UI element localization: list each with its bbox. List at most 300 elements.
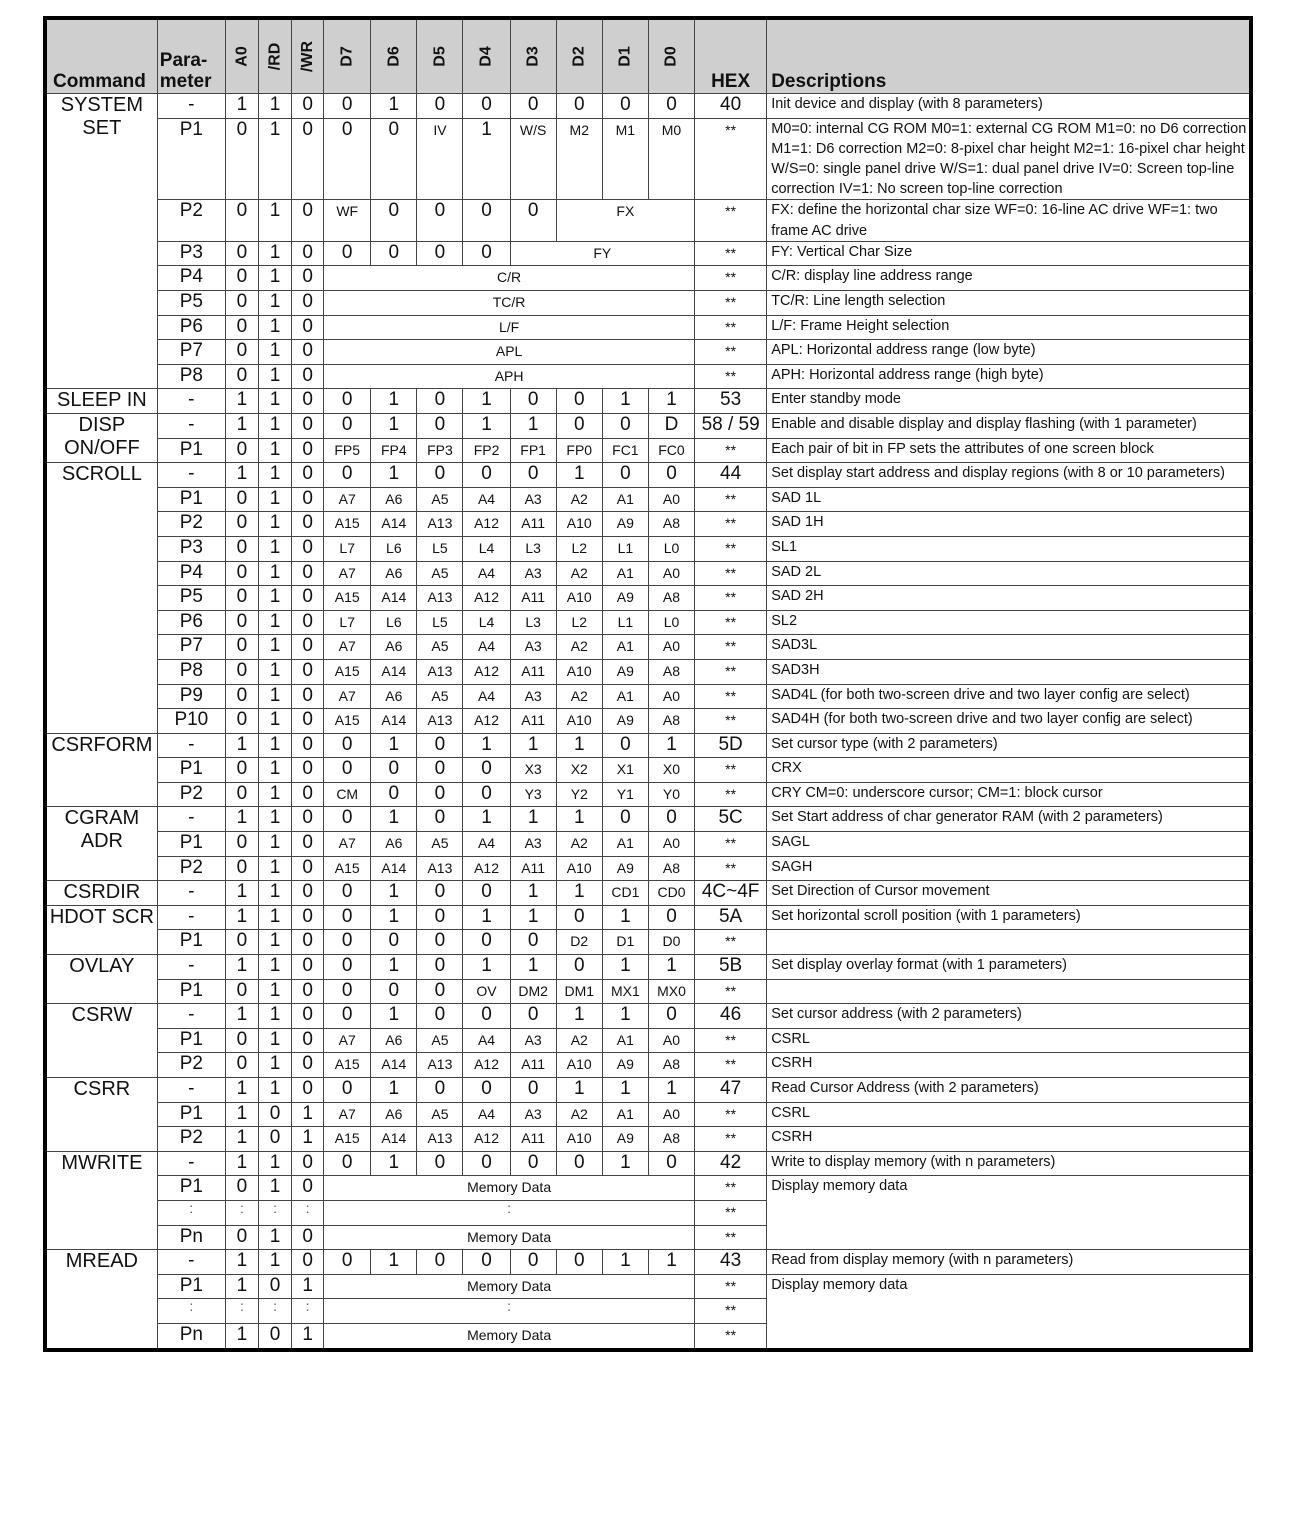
- hex-cell: **: [695, 438, 767, 463]
- command-name: OVLAY: [45, 955, 157, 1004]
- bit-cell: A15: [324, 1053, 371, 1078]
- wr-cell: 0: [292, 561, 324, 586]
- a0-cell: 0: [225, 709, 258, 734]
- rd-cell: 1: [259, 1176, 292, 1201]
- bit-cell: 1: [510, 881, 556, 906]
- bit-cell: 0: [417, 413, 463, 438]
- bit-cell: 0: [510, 1004, 556, 1029]
- header-descriptions: Descriptions: [767, 18, 1251, 94]
- hex-cell: **: [695, 856, 767, 881]
- bit-cell: 0: [463, 1151, 510, 1176]
- rd-cell: :: [259, 1200, 292, 1225]
- bit-cell: A0: [648, 635, 694, 660]
- a0-cell: 0: [225, 659, 258, 684]
- table-row: [45, 1176, 1251, 1201]
- hex-cell: **: [695, 635, 767, 660]
- bit-cell: 0: [648, 905, 694, 930]
- bit-cell: A9: [602, 512, 648, 537]
- bit-cell: A7: [324, 1102, 371, 1127]
- table-row: [45, 561, 1251, 586]
- bit-cell: A1: [602, 1102, 648, 1127]
- bit-cell: A12: [463, 659, 510, 684]
- bit-cell: 1: [602, 389, 648, 414]
- bit-cell: A14: [371, 1127, 417, 1152]
- bit-cell: 1: [648, 389, 694, 414]
- bit-cell: 0: [324, 241, 371, 266]
- description-cell: TC/R: Line length selection: [767, 291, 1251, 316]
- bit-cell: A3: [510, 1028, 556, 1053]
- bit-cell: A13: [417, 1053, 463, 1078]
- bit-cell: A0: [648, 1102, 694, 1127]
- bit-cell: L5: [417, 610, 463, 635]
- a0-cell: 0: [225, 758, 258, 783]
- bit-cell: A8: [648, 709, 694, 734]
- bit-cell: D0: [648, 930, 694, 955]
- parameter-cell: :: [157, 1299, 225, 1324]
- bit-cell: 1: [510, 905, 556, 930]
- bit-cell: 0: [510, 463, 556, 488]
- bit-cell: 0: [510, 200, 556, 241]
- bit-cell: 0: [417, 1078, 463, 1103]
- description-cell: Set Direction of Cursor movement: [767, 881, 1251, 906]
- bit-cell: 0: [417, 200, 463, 241]
- bit-cell: L1: [602, 536, 648, 561]
- table-row: [45, 438, 1251, 463]
- bit-cell: CD1: [602, 881, 648, 906]
- bit-cell: A11: [510, 659, 556, 684]
- description-cell: APH: Horizontal address range (high byte): [767, 364, 1251, 389]
- bit-cell: 0: [417, 930, 463, 955]
- bit-cell: A14: [371, 1053, 417, 1078]
- table-row: [45, 782, 1251, 807]
- bit-cell: 0: [510, 389, 556, 414]
- parameter-cell: -: [157, 1078, 225, 1103]
- table-row: [45, 1127, 1251, 1152]
- a0-cell: 1: [225, 881, 258, 906]
- wr-cell: 0: [292, 413, 324, 438]
- bit-cell: 0: [417, 979, 463, 1004]
- description-cell: Set cursor type (with 2 parameters): [767, 733, 1251, 758]
- a0-cell: 1: [225, 1127, 258, 1152]
- hex-cell: 43: [695, 1250, 767, 1275]
- header-d4: D4: [463, 18, 510, 94]
- description-cell: CSRH: [767, 1053, 1251, 1078]
- parameter-cell: P1: [157, 438, 225, 463]
- rd-cell: 1: [259, 1004, 292, 1029]
- table-row: [45, 881, 1251, 906]
- bit-cell: DM1: [556, 979, 602, 1004]
- table-row: [45, 1028, 1251, 1053]
- table-row: [45, 1250, 1251, 1275]
- description-cell: CRX: [767, 758, 1251, 783]
- bit-cell: 0: [556, 1151, 602, 1176]
- bit-cell: 0: [556, 413, 602, 438]
- bit-cell: Y2: [556, 782, 602, 807]
- bit-cell: 0: [463, 1004, 510, 1029]
- rd-cell: 1: [259, 1151, 292, 1176]
- bit-cell: A12: [463, 1053, 510, 1078]
- bit-cell: A10: [556, 1127, 602, 1152]
- bit-cell: L0: [648, 610, 694, 635]
- bit-cell: 0: [324, 1250, 371, 1275]
- command-name: SCROLL: [45, 463, 157, 734]
- parameter-cell: P6: [157, 610, 225, 635]
- bit-cell: A0: [648, 684, 694, 709]
- parameter-cell: P1: [157, 1274, 225, 1299]
- bit-cell: 0: [510, 1250, 556, 1275]
- bit-cell: 0: [324, 1078, 371, 1103]
- table-row: [45, 733, 1251, 758]
- a0-cell: 1: [225, 733, 258, 758]
- description-cell: FY: Vertical Char Size: [767, 241, 1251, 266]
- rd-cell: 1: [259, 291, 292, 316]
- wr-cell: 1: [292, 1274, 324, 1299]
- rd-cell: 1: [259, 979, 292, 1004]
- table-row: [45, 807, 1251, 832]
- bit-cell: 0: [324, 955, 371, 980]
- bit-cell: 0: [556, 955, 602, 980]
- bit-cell: 1: [602, 955, 648, 980]
- hex-cell: **: [695, 586, 767, 611]
- a0-cell: :: [225, 1200, 258, 1225]
- bit-cell: A3: [510, 1102, 556, 1127]
- parameter-cell: P1: [157, 1102, 225, 1127]
- bit-cell: 1: [371, 413, 417, 438]
- bit-cell: 1: [556, 1004, 602, 1029]
- command-name: HDOT SCR: [45, 905, 157, 954]
- bit-cell: X1: [602, 758, 648, 783]
- header-a0: A0: [225, 18, 258, 94]
- description-cell: APL: Horizontal address range (low byte): [767, 340, 1251, 365]
- a0-cell: 1: [225, 807, 258, 832]
- bit-cell: A11: [510, 856, 556, 881]
- bit-cell: 1: [463, 955, 510, 980]
- bit-cell: A10: [556, 659, 602, 684]
- a0-cell: 1: [225, 1004, 258, 1029]
- command-name: CSRW: [45, 1004, 157, 1078]
- description-cell: SAD4H (for both two-screen drive and two layer config are select): [767, 709, 1251, 734]
- table-row: [45, 200, 1251, 241]
- rd-cell: 1: [259, 955, 292, 980]
- command-name: CSRR: [45, 1078, 157, 1152]
- bit-cell: 0: [602, 413, 648, 438]
- header-rd: /RD: [259, 18, 292, 94]
- bit-cell: 0: [324, 905, 371, 930]
- bit-cell: Y0: [648, 782, 694, 807]
- bit-cell: 0: [602, 807, 648, 832]
- table-row: [45, 512, 1251, 537]
- bit-cell: A2: [556, 1028, 602, 1053]
- bit-cell: A5: [417, 1028, 463, 1053]
- a0-cell: 0: [225, 832, 258, 857]
- bit-cell: CD0: [648, 881, 694, 906]
- hex-cell: **: [695, 1200, 767, 1225]
- parameter-cell: P4: [157, 266, 225, 291]
- wr-cell: 0: [292, 881, 324, 906]
- wr-cell: 0: [292, 118, 324, 200]
- bit-cell: W/S: [510, 118, 556, 200]
- hex-cell: 58 / 59: [695, 413, 767, 438]
- wr-cell: 0: [292, 782, 324, 807]
- table-row: [45, 1053, 1251, 1078]
- parameter-cell: P1: [157, 118, 225, 200]
- bit-cell: 1: [371, 1151, 417, 1176]
- table-row: [45, 955, 1251, 980]
- bit-cell: L2: [556, 610, 602, 635]
- a0-cell: 0: [225, 856, 258, 881]
- bit-cell: L3: [510, 610, 556, 635]
- wr-cell: 0: [292, 487, 324, 512]
- a0-cell: 0: [225, 1225, 258, 1250]
- a0-cell: 1: [225, 1323, 258, 1349]
- bit-cell: M2: [556, 118, 602, 200]
- rd-cell: 1: [259, 241, 292, 266]
- bit-cell: A4: [463, 1028, 510, 1053]
- hex-cell: **: [695, 1225, 767, 1250]
- bit-cell: 0: [417, 782, 463, 807]
- table-row: [45, 709, 1251, 734]
- bit-cell: A4: [463, 832, 510, 857]
- rd-cell: 1: [259, 635, 292, 660]
- description-cell: Enable and disable display and display flashing (with 1 parameter): [767, 413, 1251, 438]
- table-row: [45, 610, 1251, 635]
- bit-cell: L0: [648, 536, 694, 561]
- rd-cell: 1: [259, 413, 292, 438]
- bit-cell: 1: [556, 463, 602, 488]
- bit-cell: 0: [371, 979, 417, 1004]
- a0-cell: 0: [225, 241, 258, 266]
- rd-cell: 1: [259, 758, 292, 783]
- bit-cell: A2: [556, 832, 602, 857]
- description-cell: CSRL: [767, 1102, 1251, 1127]
- a0-cell: 0: [225, 340, 258, 365]
- rd-cell: 1: [259, 1250, 292, 1275]
- bit-field-cell: APL: [324, 340, 695, 365]
- bit-cell: A2: [556, 635, 602, 660]
- bit-cell: A0: [648, 1028, 694, 1053]
- bit-cell: IV: [417, 118, 463, 200]
- description-cell: Set Start address of char generator RAM (with 2 parameters): [767, 807, 1251, 832]
- hex-cell: 47: [695, 1078, 767, 1103]
- table-row: [45, 266, 1251, 291]
- wr-cell: 0: [292, 955, 324, 980]
- header-d1: D1: [602, 18, 648, 94]
- description-cell: Set horizontal scroll position (with 1 parameters): [767, 905, 1251, 930]
- header-d6: D6: [371, 18, 417, 94]
- bit-cell: A8: [648, 659, 694, 684]
- bit-cell: 1: [602, 1004, 648, 1029]
- hex-cell: **: [695, 1299, 767, 1324]
- bit-cell: A15: [324, 586, 371, 611]
- hex-cell: **: [695, 200, 767, 241]
- description-cell: SAD4L (for both two-screen drive and two layer config are select): [767, 684, 1251, 709]
- wr-cell: 0: [292, 1225, 324, 1250]
- a0-cell: 0: [225, 1028, 258, 1053]
- table-row: [45, 364, 1251, 389]
- command-name: DISP ON/OFF: [45, 413, 157, 462]
- bit-cell: A1: [602, 1028, 648, 1053]
- bit-field-cell: APH: [324, 364, 695, 389]
- hex-cell: **: [695, 1176, 767, 1201]
- description-cell: Set cursor address (with 2 parameters): [767, 1004, 1251, 1029]
- a0-cell: 0: [225, 438, 258, 463]
- wr-cell: 0: [292, 684, 324, 709]
- bit-cell: A8: [648, 512, 694, 537]
- bit-cell: A5: [417, 832, 463, 857]
- a0-cell: 0: [225, 1053, 258, 1078]
- bit-cell: A2: [556, 684, 602, 709]
- wr-cell: 0: [292, 512, 324, 537]
- bit-cell: A10: [556, 586, 602, 611]
- a0-cell: 0: [225, 635, 258, 660]
- table-row: [45, 586, 1251, 611]
- parameter-cell: :: [157, 1200, 225, 1225]
- bit-cell: 0: [417, 905, 463, 930]
- bit-cell: FP5: [324, 438, 371, 463]
- rd-cell: 1: [259, 881, 292, 906]
- bit-cell: D1: [602, 930, 648, 955]
- bit-cell: A15: [324, 512, 371, 537]
- bit-cell: 0: [324, 118, 371, 200]
- hex-cell: **: [695, 1127, 767, 1152]
- parameter-cell: -: [157, 463, 225, 488]
- command-name: CGRAM ADR: [45, 807, 157, 881]
- header-d5: D5: [417, 18, 463, 94]
- description-cell: Read Cursor Address (with 2 parameters): [767, 1078, 1251, 1103]
- bit-cell: 0: [556, 94, 602, 119]
- bit-field-cell: C/R: [324, 266, 695, 291]
- hex-cell: **: [695, 1053, 767, 1078]
- parameter-cell: P2: [157, 782, 225, 807]
- a0-cell: 0: [225, 266, 258, 291]
- a0-cell: 0: [225, 586, 258, 611]
- parameter-cell: -: [157, 1250, 225, 1275]
- table-row: [45, 1004, 1251, 1029]
- bit-cell: A1: [602, 832, 648, 857]
- parameter-cell: P2: [157, 200, 225, 241]
- table-row: [45, 241, 1251, 266]
- hex-cell: **: [695, 512, 767, 537]
- a0-cell: 0: [225, 512, 258, 537]
- bit-field-cell: Memory Data: [324, 1323, 695, 1349]
- bit-cell: 1: [510, 955, 556, 980]
- bit-cell: 1: [463, 413, 510, 438]
- bit-cell: A15: [324, 1127, 371, 1152]
- rd-cell: 1: [259, 561, 292, 586]
- bit-cell: A8: [648, 1053, 694, 1078]
- bit-cell: 1: [602, 1250, 648, 1275]
- bit-cell: A8: [648, 1127, 694, 1152]
- bit-cell: 1: [463, 118, 510, 200]
- hex-cell: 5A: [695, 905, 767, 930]
- hex-cell: **: [695, 364, 767, 389]
- bit-cell: 1: [648, 955, 694, 980]
- hex-cell: 5B: [695, 955, 767, 980]
- rd-cell: 1: [259, 94, 292, 119]
- a0-cell: 0: [225, 561, 258, 586]
- bit-cell: 0: [463, 200, 510, 241]
- bit-cell: 0: [648, 463, 694, 488]
- bit-cell: A9: [602, 586, 648, 611]
- bit-cell: 0: [324, 413, 371, 438]
- bit-cell: A4: [463, 487, 510, 512]
- bit-cell: 0: [417, 1151, 463, 1176]
- bit-cell: A11: [510, 1127, 556, 1152]
- bit-cell: A6: [371, 1028, 417, 1053]
- hex-cell: **: [695, 536, 767, 561]
- bit-cell: WF: [324, 200, 371, 241]
- hex-cell: 5C: [695, 807, 767, 832]
- table-row: [45, 905, 1251, 930]
- parameter-cell: P1: [157, 930, 225, 955]
- hex-cell: **: [695, 979, 767, 1004]
- rd-cell: 1: [259, 536, 292, 561]
- bit-cell: MX1: [602, 979, 648, 1004]
- parameter-cell: Pn: [157, 1323, 225, 1349]
- bit-cell: 0: [463, 463, 510, 488]
- bit-cell: A15: [324, 856, 371, 881]
- bit-cell: 1: [463, 905, 510, 930]
- table-row: [45, 94, 1251, 119]
- rd-cell: 1: [259, 118, 292, 200]
- bit-cell: A4: [463, 635, 510, 660]
- bit-cell: L4: [463, 610, 510, 635]
- bit-cell: A3: [510, 832, 556, 857]
- parameter-cell: P6: [157, 315, 225, 340]
- bit-cell: 0: [371, 930, 417, 955]
- rd-cell: 0: [259, 1102, 292, 1127]
- bit-cell: M1: [602, 118, 648, 200]
- bit-cell: 1: [510, 807, 556, 832]
- bit-cell: 1: [371, 389, 417, 414]
- header-d7: D7: [324, 18, 371, 94]
- bit-cell: M0: [648, 118, 694, 200]
- bit-cell: L6: [371, 536, 417, 561]
- description-cell: CRY CM=0: underscore cursor; CM=1: block cursor: [767, 782, 1251, 807]
- command-name: SYSTEM SET: [45, 94, 157, 389]
- bit-cell: 0: [324, 881, 371, 906]
- bit-cell: A2: [556, 487, 602, 512]
- bit-cell: 0: [324, 94, 371, 119]
- description-cell: SAD 1H: [767, 512, 1251, 537]
- description-cell: SL2: [767, 610, 1251, 635]
- wr-cell: 0: [292, 1250, 324, 1275]
- a0-cell: 0: [225, 930, 258, 955]
- table-row: [45, 463, 1251, 488]
- bit-cell: A12: [463, 512, 510, 537]
- bit-cell: A15: [324, 659, 371, 684]
- hex-cell: **: [695, 709, 767, 734]
- wr-cell: 0: [292, 635, 324, 660]
- bit-cell: A10: [556, 512, 602, 537]
- parameter-cell: P8: [157, 659, 225, 684]
- bit-cell: A11: [510, 1053, 556, 1078]
- rd-cell: 1: [259, 832, 292, 857]
- bit-cell: 0: [371, 200, 417, 241]
- bit-cell: 1: [371, 1004, 417, 1029]
- table-row: [45, 1078, 1251, 1103]
- command-table: [43, 16, 1253, 1352]
- rd-cell: 1: [259, 930, 292, 955]
- bit-cell: A0: [648, 561, 694, 586]
- rd-cell: 1: [259, 807, 292, 832]
- wr-cell: 0: [292, 733, 324, 758]
- bit-cell: 0: [371, 758, 417, 783]
- bit-cell: 0: [463, 782, 510, 807]
- bit-cell: 1: [371, 1250, 417, 1275]
- description-cell: SL1: [767, 536, 1251, 561]
- table-row: [45, 1102, 1251, 1127]
